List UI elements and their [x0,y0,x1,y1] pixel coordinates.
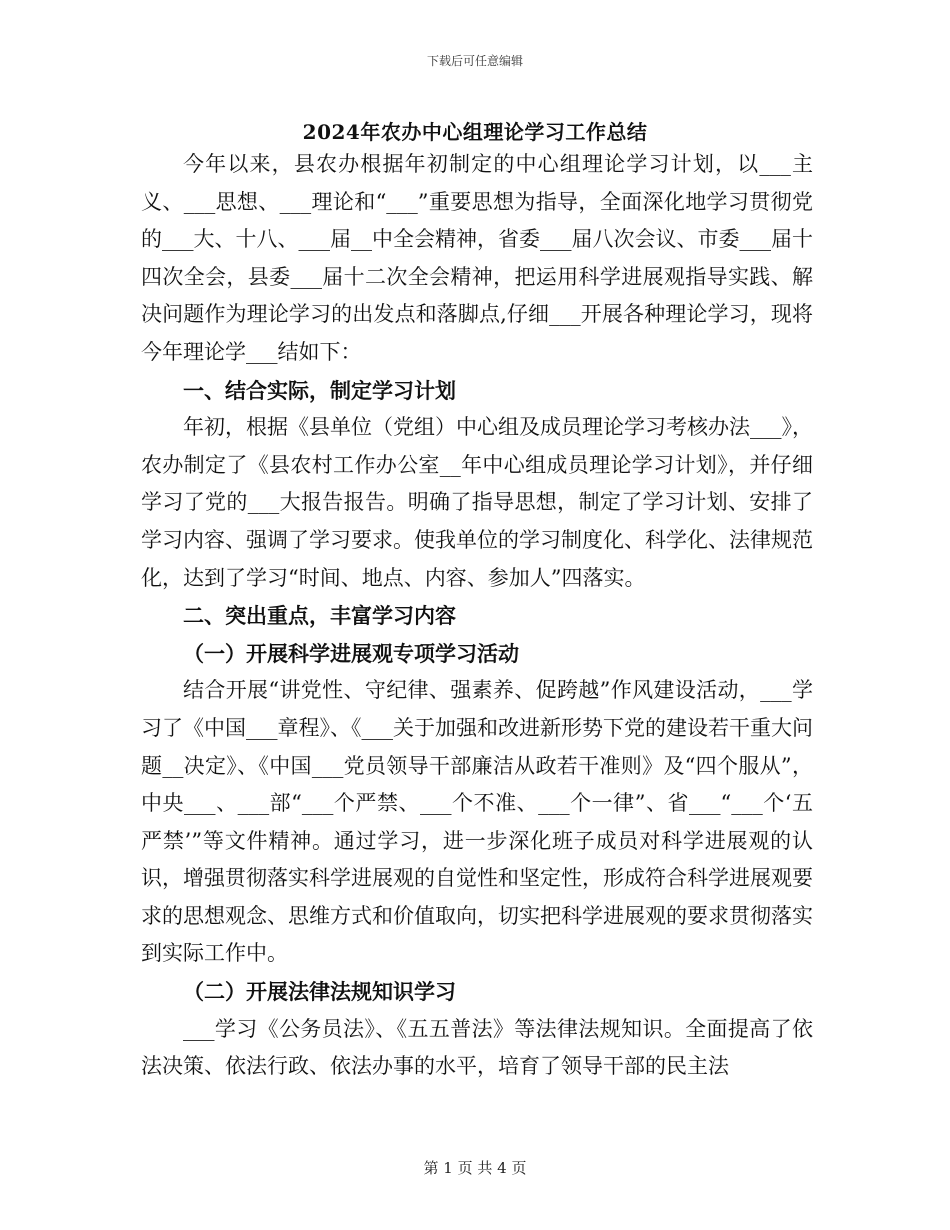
subsection-heading-1: （一）开展科学进展观专项学习活动 [183,640,519,666]
page-footer: 第 1 页 共 4 页 [423,1159,527,1177]
paragraph-law-study: ___学习《公务员法》、《五五普法》等法律法规知识。全面提高了依法决策、依法行政、依法办事的水平，培育了领导干部的民主法 [141,1016,813,1079]
page-header: 下载后可任意编辑 [426,54,523,68]
document-title: 2024年农办中心组理论学习工作总结 [302,120,648,144]
section-heading-1: 一、结合实际，制定学习计划 [183,377,456,403]
paragraph-intro: 今年以来，县农办根据年初制定的中心组理论学习计划，以___主义、___思想、___理论和“___”重要思想为指导，全面深化地学习贯彻党的___大、十八、___届__中全会精神，省委___届八次会议、市委___届十四次全会，县委___届十二次全会精神，把运用科学进展观指导实践、解决问题作为理论学习的出发点和落脚点,仔细___开展各种理论学习，现将今年理论学___结如下： [141,152,813,364]
section-heading-2: 二、突出重点，丰富学习内容 [183,603,456,629]
paragraph-study-activity: 结合开展“讲党性、守纪律、强素养、促跨越”作风建设活动，___学习了《中国___章程》、《___关于加强和改进新形势下党的建设若干重大问题__决定》、《中国___党员领导干部廉洁从政若干准则》及“四个服从”，中央___、___部“___个严禁、___个不准、___个一律”、省___“___个‘五严禁’”等文件精神。通过学习，进一步深化班子成员对科学进展观的认识，增强贯彻落实科学进展观的自觉性和坚定性，形成符合科学进展观要求的思想观念、思维方式和价值取向，切实把科学进展观的要求贯彻落实到实际工作中。 [141,678,813,966]
subsection-heading-2: （二）开展法律法规知识学习 [183,979,456,1005]
paragraph-plan: 年初，根据《县单位（党组）中心组及成员理论学习考核办法___》，农办制定了《县农村工作办公室__年中心组成员理论学习计划》，并仔细学习了党的___大报告报告。明确了指导思想，制定了学习计划、安排了学习内容、强调了学习要求。使我单位的学习制度化、科学化、法律规范化，达到了学习“时间、地点、内容、参加人”四落实。 [141,415,813,590]
document-body [141,146,813,1086]
